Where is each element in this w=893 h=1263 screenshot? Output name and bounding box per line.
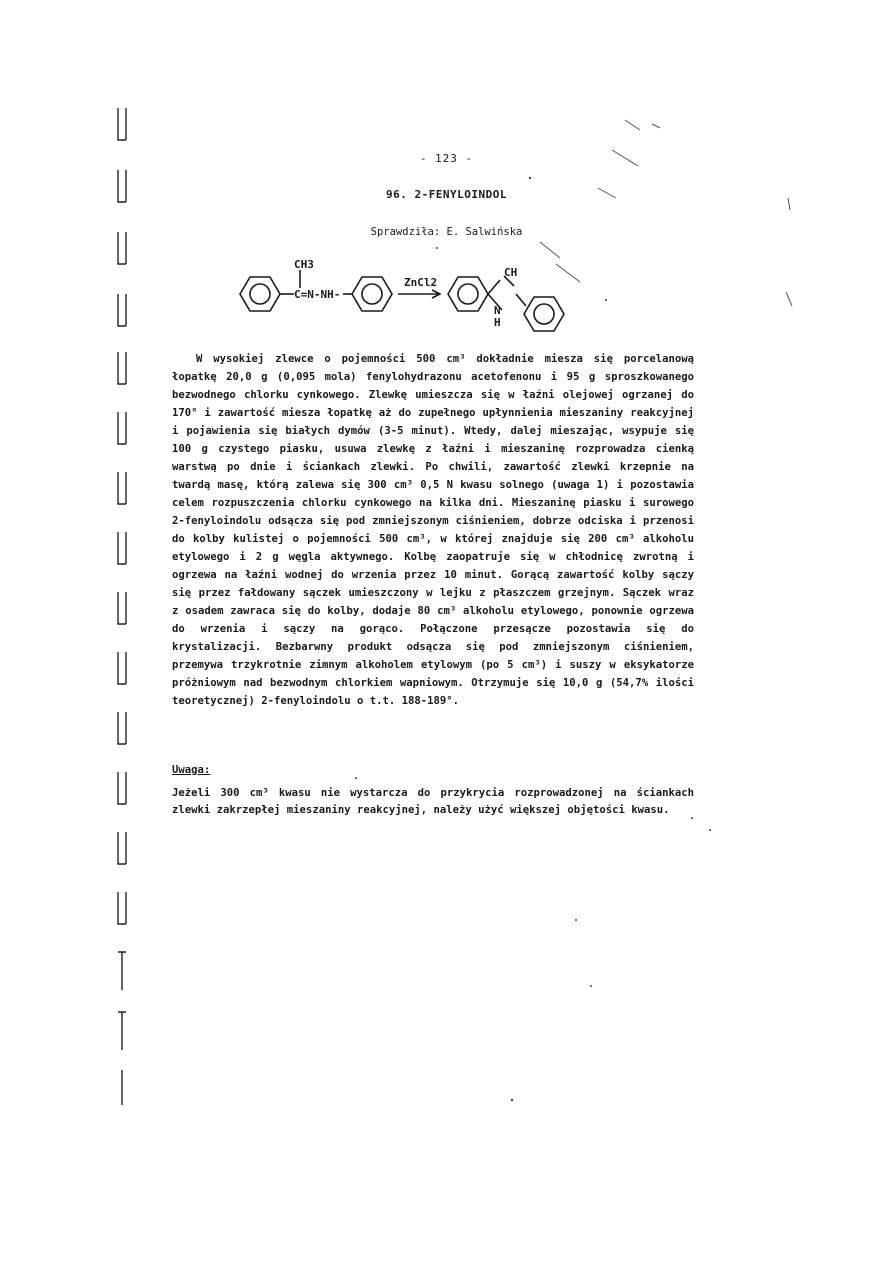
reagent-label: ZnCl2	[404, 276, 438, 289]
procedure-text	[172, 350, 694, 710]
phenyl-ring	[524, 297, 564, 331]
note-heading: Uwaga:	[172, 764, 211, 776]
benzene-ring-2	[352, 277, 392, 311]
page-title: 96. 2-FENYLOINDOL	[385, 188, 508, 201]
product-ch-label: CH	[504, 266, 518, 279]
reactant-bond-label: C=N-NH-	[294, 288, 341, 301]
checked-by: Sprawdziła: E. Salwińska	[370, 226, 523, 238]
page-number: - 123 -	[419, 152, 474, 165]
binder-marks	[108, 100, 138, 1110]
note-text: Jeżeli 300 cm³ kwasu nie wystarcza do przykrycia rozprowadzonej na ściankach zlewki zakrzepłej mieszaniny reakcyjnej, należy użyć większej objętości kwasu.	[172, 787, 694, 816]
product-n-label: N	[494, 304, 501, 317]
reactant-ch3-label: CH3	[294, 258, 314, 271]
product-h-label: H	[494, 316, 501, 329]
benzene-ring-1	[240, 277, 280, 311]
reaction-scheme	[230, 252, 590, 342]
procedure-paragraph: W wysokiej zlewce o pojemności 500 cm³ dokładnie miesza się porcelanową łopatkę 20,0 g (0,095 mola) fenylohydrazonu acetofenonu i 95 g sproszkowanego bezwodnego chlorku cynkowego. Zlewkę umieszcza się w łaźni olejowej ogrzanej do 170° i zawartość miesza łopatkę aż do zupełnego upłynnienia mieszaniny reakcyjnej i pojawienia się białych dymów (3-5 minut). Wtedy, dalej mieszając, wsypuje się 100 g czystego piasku, usuwa zlewkę z łaźni i mieszaninę rozprowadza cienką warstwą po dnie i ściankach zlewki. Po chwili, zawartość zlewki krzepnie na twardą masę, którą zalewa się 300 cm³ 0,5 N kwasu solnego (uwaga 1) i pozostawia celem rozpuszczenia chlorku cynkowego na kilka dni. Mieszaninę piasku i surowego 2-fenyloindolu odsącza się pod zmniejszonym ciśnieniem, dobrze odciska i przenosi do kolby kulistej o pojemności 500 cm³, w której znajduje się 200 cm³ alkoholu etylowego i 2 g węgla aktywnego. Kolbę zaopatruje się w chłodnicę zwrotną i ogrzewa na łaźni wodnej do wrzenia przez 10 minut. Gorącą zawartość kolby sączy się przez fałdowany sączek umieszczony w lejku z płaszczem grzejnym. Sączek wraz z osadem zawraca się do kolby, dodaje 80 cm³ alkoholu etylowego, ponownie ogrzewa do wrzenia i sączy na gorąco. Połączone przesącze pozostawia się do krystalizacji. Bezbarwny produkt odsącza się pod zmniejszonym ciśnieniem, przemywa trzykrotnie zimnym alkoholem etylowym (po 5 cm³) i suszy w eksykatorze próżniowym nad bezwodnym chlorkiem wapniowym. Otrzymuje się 10,0 g (54,7% ilości teoretycznej) 2-fenyloindolu o t.t. 188-189°.	[172, 353, 694, 707]
indole-benzene-ring	[448, 277, 488, 311]
